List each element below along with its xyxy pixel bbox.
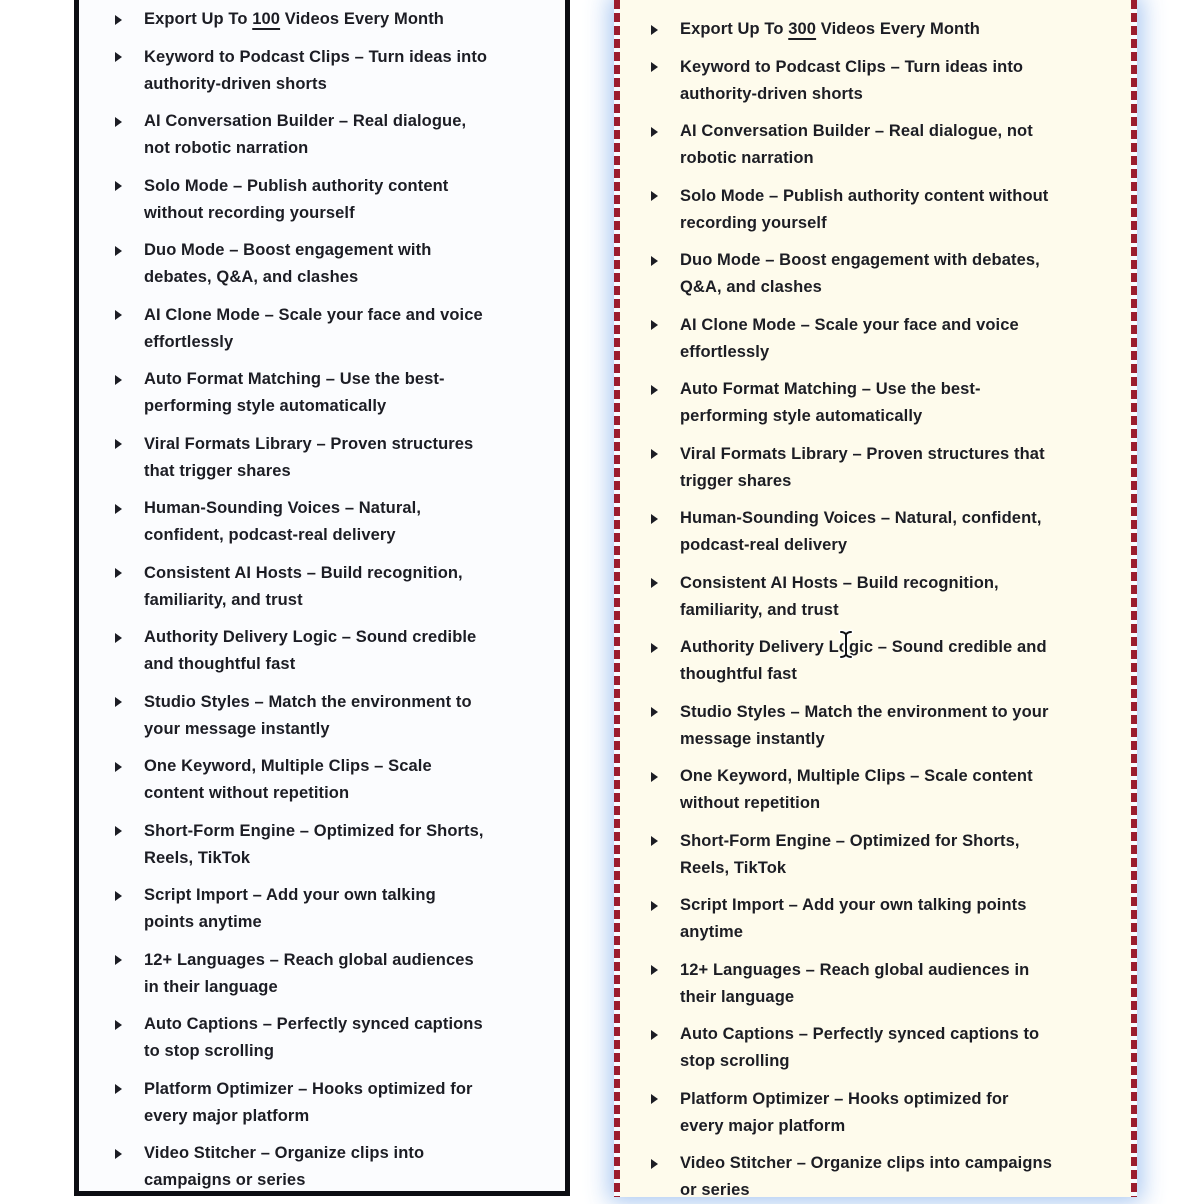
feature-item — [115, 560, 557, 614]
dashed-border-left — [614, 0, 620, 1197]
triangle-bullet-icon — [651, 514, 658, 524]
feature-text: Solo Mode – Publish authority content without recording yourself — [680, 186, 1049, 232]
triangle-bullet-icon — [651, 191, 658, 201]
feature-item — [651, 763, 1129, 817]
feature-item — [115, 818, 557, 872]
triangle-bullet-icon — [115, 1084, 122, 1094]
feature-item — [651, 16, 1129, 43]
feature-text: Short-Form Engine – Optimized for Shorts, Reels, TikTok — [680, 831, 1020, 877]
feature-item — [115, 947, 557, 1001]
triangle-bullet-icon — [115, 568, 122, 578]
feature-item — [115, 753, 557, 807]
feature-text: Platform Optimizer – Hooks optimized for every major platform — [144, 1079, 473, 1125]
triangle-bullet-icon — [115, 697, 122, 707]
triangle-bullet-icon — [651, 1159, 658, 1169]
plan-card-basic — [74, 0, 570, 1196]
triangle-bullet-icon — [651, 901, 658, 911]
feature-text: Viral Formats Library – Proven structures that trigger shares — [680, 444, 1045, 490]
triangle-bullet-icon — [115, 246, 122, 256]
feature-text: 12+ Languages – Reach global audiences in their language — [144, 950, 474, 996]
feature-text: Auto Captions – Perfectly synced captions to stop scrolling — [144, 1015, 483, 1060]
feature-text: Video Stitcher – Organize clips into campaigns or series — [680, 1154, 1052, 1199]
feature-text: Consistent AI Hosts – Build recognition, familiarity, and trust — [680, 573, 999, 619]
feature-list-basic — [79, 0, 565, 1194]
feature-text: One Keyword, Multiple Clips – Scale content without repetition — [680, 767, 1033, 812]
feature-text: Authority Delivery Logic – Sound credible and thoughtful fast — [680, 638, 1047, 683]
triangle-bullet-icon — [115, 633, 122, 643]
feature-text: AI Conversation Builder – Real dialogue, not robotic narration — [680, 122, 1033, 167]
triangle-bullet-icon — [651, 25, 658, 35]
triangle-bullet-icon — [115, 1020, 122, 1030]
feature-text: Export Up To 300 Videos Every Month — [680, 20, 980, 38]
feature-text: Duo Mode – Boost engagement with debates, Q&A, and clashes — [144, 241, 432, 286]
feature-item — [651, 183, 1129, 237]
plan-card-premium — [614, 0, 1137, 1197]
feature-text: Consistent AI Hosts – Build recognition, familiarity, and trust — [144, 563, 463, 609]
triangle-bullet-icon — [115, 955, 122, 965]
export-limit-value: 300 — [788, 20, 817, 38]
feature-item — [115, 1011, 557, 1065]
feature-text: Keyword to Podcast Clips – Turn ideas into authority-driven shorts — [144, 47, 488, 93]
triangle-bullet-icon — [651, 1094, 658, 1104]
feature-item — [651, 118, 1129, 172]
feature-text: Viral Formats Library – Proven structures that trigger shares — [144, 434, 474, 480]
feature-text: One Keyword, Multiple Clips – Scale content without repetition — [144, 757, 432, 802]
feature-text: Studio Styles – Match the environment to your message instantly — [144, 692, 472, 738]
triangle-bullet-icon — [651, 578, 658, 588]
feature-text: Short-Form Engine – Optimized for Shorts, Reels, TikTok — [144, 821, 484, 867]
triangle-bullet-icon — [115, 310, 122, 320]
triangle-bullet-icon — [651, 772, 658, 782]
feature-text: Keyword to Podcast Clips – Turn ideas into authority-driven shorts — [680, 57, 1024, 103]
triangle-bullet-icon — [651, 62, 658, 72]
feature-text: AI Conversation Builder – Real dialogue, not robotic narration — [144, 112, 467, 157]
feature-item — [115, 302, 557, 356]
feature-text: Script Import – Add your own talking points anytime — [144, 886, 436, 931]
triangle-bullet-icon — [115, 439, 122, 449]
feature-item — [651, 1021, 1129, 1075]
feature-text: Export Up To 100 Videos Every Month — [144, 10, 444, 28]
feature-item — [651, 54, 1129, 108]
feature-item — [115, 495, 557, 549]
feature-item — [115, 1140, 557, 1194]
feature-text: Duo Mode – Boost engagement with debates, Q&A, and clashes — [680, 251, 1040, 296]
feature-text: Studio Styles – Match the environment to your message instantly — [680, 702, 1049, 748]
feature-item — [115, 882, 557, 936]
feature-item — [651, 570, 1129, 624]
feature-item — [651, 505, 1129, 559]
feature-text: Platform Optimizer – Hooks optimized for every major platform — [680, 1089, 1009, 1135]
feature-item — [115, 6, 557, 33]
feature-text: Human-Sounding Voices – Natural, confident, podcast-real delivery — [144, 499, 422, 544]
feature-text: Video Stitcher – Organize clips into campaigns or series — [144, 1144, 425, 1189]
feature-item — [115, 689, 557, 743]
feature-item — [115, 237, 557, 291]
feature-text: Auto Format Matching – Use the best- performing style automatically — [680, 380, 981, 425]
feature-text: 12+ Languages – Reach global audiences in their language — [680, 960, 1030, 1006]
dashed-border-right — [1131, 0, 1137, 1197]
feature-item — [115, 366, 557, 420]
feature-item — [115, 173, 557, 227]
triangle-bullet-icon — [115, 504, 122, 514]
triangle-bullet-icon — [651, 385, 658, 395]
triangle-bullet-icon — [115, 15, 122, 25]
feature-item — [115, 431, 557, 485]
triangle-bullet-icon — [115, 1149, 122, 1159]
feature-item — [115, 624, 557, 678]
feature-text: Auto Captions – Perfectly synced captions to stop scrolling — [680, 1025, 1040, 1070]
triangle-bullet-icon — [115, 375, 122, 385]
feature-text: AI Clone Mode – Scale your face and voice effortlessly — [680, 315, 1019, 361]
feature-item — [115, 44, 557, 98]
feature-item — [651, 957, 1129, 1011]
triangle-bullet-icon — [651, 643, 658, 653]
triangle-bullet-icon — [651, 836, 658, 846]
feature-text: AI Clone Mode – Scale your face and voice effortlessly — [144, 305, 483, 351]
feature-text: Authority Delivery Logic – Sound credible and thoughtful fast — [144, 628, 477, 673]
triangle-bullet-icon — [115, 117, 122, 127]
triangle-bullet-icon — [651, 707, 658, 717]
triangle-bullet-icon — [651, 449, 658, 459]
feature-item — [651, 247, 1129, 301]
feature-item — [651, 828, 1129, 882]
feature-item — [651, 634, 1129, 688]
export-limit-value: 100 — [252, 10, 281, 28]
triangle-bullet-icon — [115, 891, 122, 901]
feature-item — [651, 892, 1129, 946]
feature-text: Human-Sounding Voices – Natural, confident, podcast-real delivery — [680, 509, 1042, 554]
feature-item — [651, 1150, 1129, 1204]
feature-item — [651, 376, 1129, 430]
feature-item — [651, 312, 1129, 366]
triangle-bullet-icon — [651, 256, 658, 266]
triangle-bullet-icon — [115, 181, 122, 191]
feature-item — [651, 699, 1129, 753]
triangle-bullet-icon — [651, 965, 658, 975]
triangle-bullet-icon — [651, 320, 658, 330]
triangle-bullet-icon — [115, 762, 122, 772]
feature-item — [651, 441, 1129, 495]
feature-item — [115, 108, 557, 162]
feature-list-premium — [614, 0, 1137, 1204]
feature-item — [651, 1086, 1129, 1140]
feature-item — [115, 1076, 557, 1130]
feature-text: Solo Mode – Publish authority content without recording yourself — [144, 176, 449, 222]
feature-text: Script Import – Add your own talking points anytime — [680, 896, 1027, 941]
triangle-bullet-icon — [115, 826, 122, 836]
triangle-bullet-icon — [651, 1030, 658, 1040]
feature-text: Auto Format Matching – Use the best- performing style automatically — [144, 370, 445, 415]
triangle-bullet-icon — [115, 52, 122, 62]
triangle-bullet-icon — [651, 127, 658, 137]
